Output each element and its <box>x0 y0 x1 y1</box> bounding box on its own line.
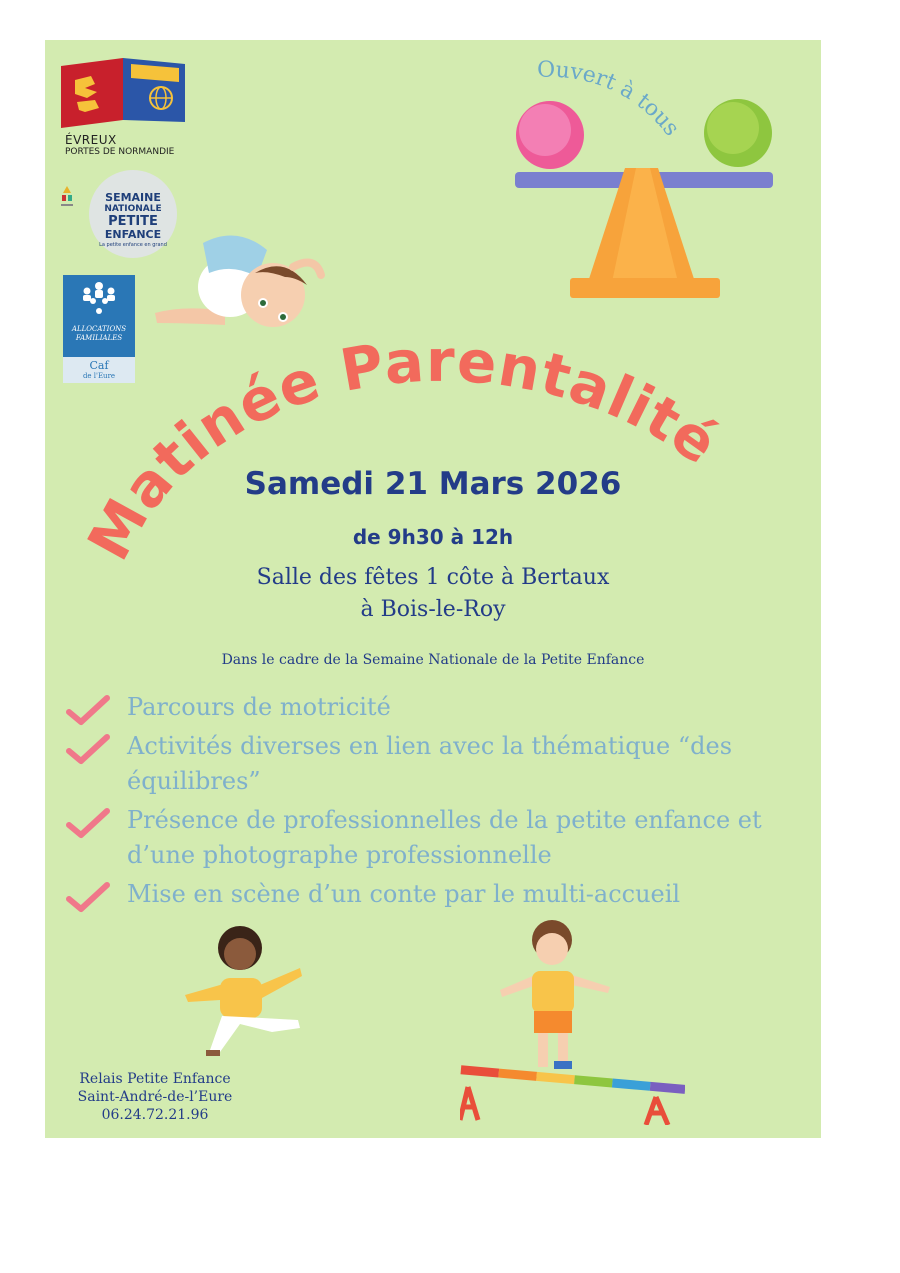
snpe-line-1: SEMAINE <box>105 191 161 204</box>
list-item <box>65 877 805 912</box>
small-partner-icon <box>59 184 75 208</box>
balance-scale-illustration <box>500 90 780 305</box>
snpe-line-3: PETITE <box>108 214 158 229</box>
event-location-line-1: Salle des fêtes 1 côte à Bertaux <box>256 565 610 590</box>
event-title: Matinée Parentalité <box>74 326 731 570</box>
open-to-all-text: Ouvert à tous <box>537 57 684 141</box>
activity-text: Mise en scène d’un conte par le multi-accueil <box>127 880 681 908</box>
caf-name: Caf <box>89 359 109 372</box>
checkmark-icon <box>65 807 111 839</box>
activity-list <box>65 690 805 916</box>
contact-line-1: Relais Petite Enfance <box>79 1071 231 1087</box>
event-location-line-2: à Bois-le-Roy <box>360 597 506 622</box>
checkmark-icon <box>65 694 111 726</box>
list-item <box>65 803 805 873</box>
event-hours: de 9h30 à 12h <box>352 525 514 549</box>
evreux-name: ÉVREUX <box>65 133 117 147</box>
event-date: Samedi 21 Mars 2026 <box>244 466 622 502</box>
activity-text: Présence de professionnelles de la petite enfance et d’une photographe professionnelle <box>127 806 762 869</box>
activity-text: Activités diverses en lien avec la thématique “des équilibres” <box>127 732 733 795</box>
list-item <box>65 729 805 799</box>
activity-text: Parcours de motricité <box>127 693 391 721</box>
checkmark-icon <box>65 881 111 913</box>
contact-phone: 06.24.72.21.96 <box>101 1107 209 1123</box>
evreux-subtitle: PORTES DE NORMANDIE <box>65 147 175 157</box>
snpe-line-2: NATIONALE <box>104 204 162 214</box>
checkmark-icon <box>65 733 111 765</box>
contact-line-2: Saint-André-de-l’Eure <box>77 1089 233 1105</box>
evreux-flag-logo <box>61 58 185 128</box>
poster <box>45 40 821 1138</box>
snpe-line-4: ENFANCE <box>104 228 162 241</box>
list-item <box>65 690 805 725</box>
balance-beam-child-illustration <box>460 915 685 1125</box>
caf-line-1: ALLOCATIONS <box>71 325 127 333</box>
contact-block <box>55 1070 255 1124</box>
event-context: Dans le cadre de la Semaine Nationale de la Petite Enfance <box>221 652 645 668</box>
caf-line-2: FAMILIALES <box>75 334 123 342</box>
yoga-child-illustration <box>180 920 320 1070</box>
snpe-tagline: La petite enfance en grand <box>99 242 167 248</box>
caf-dept: de l'Eure <box>82 372 116 380</box>
